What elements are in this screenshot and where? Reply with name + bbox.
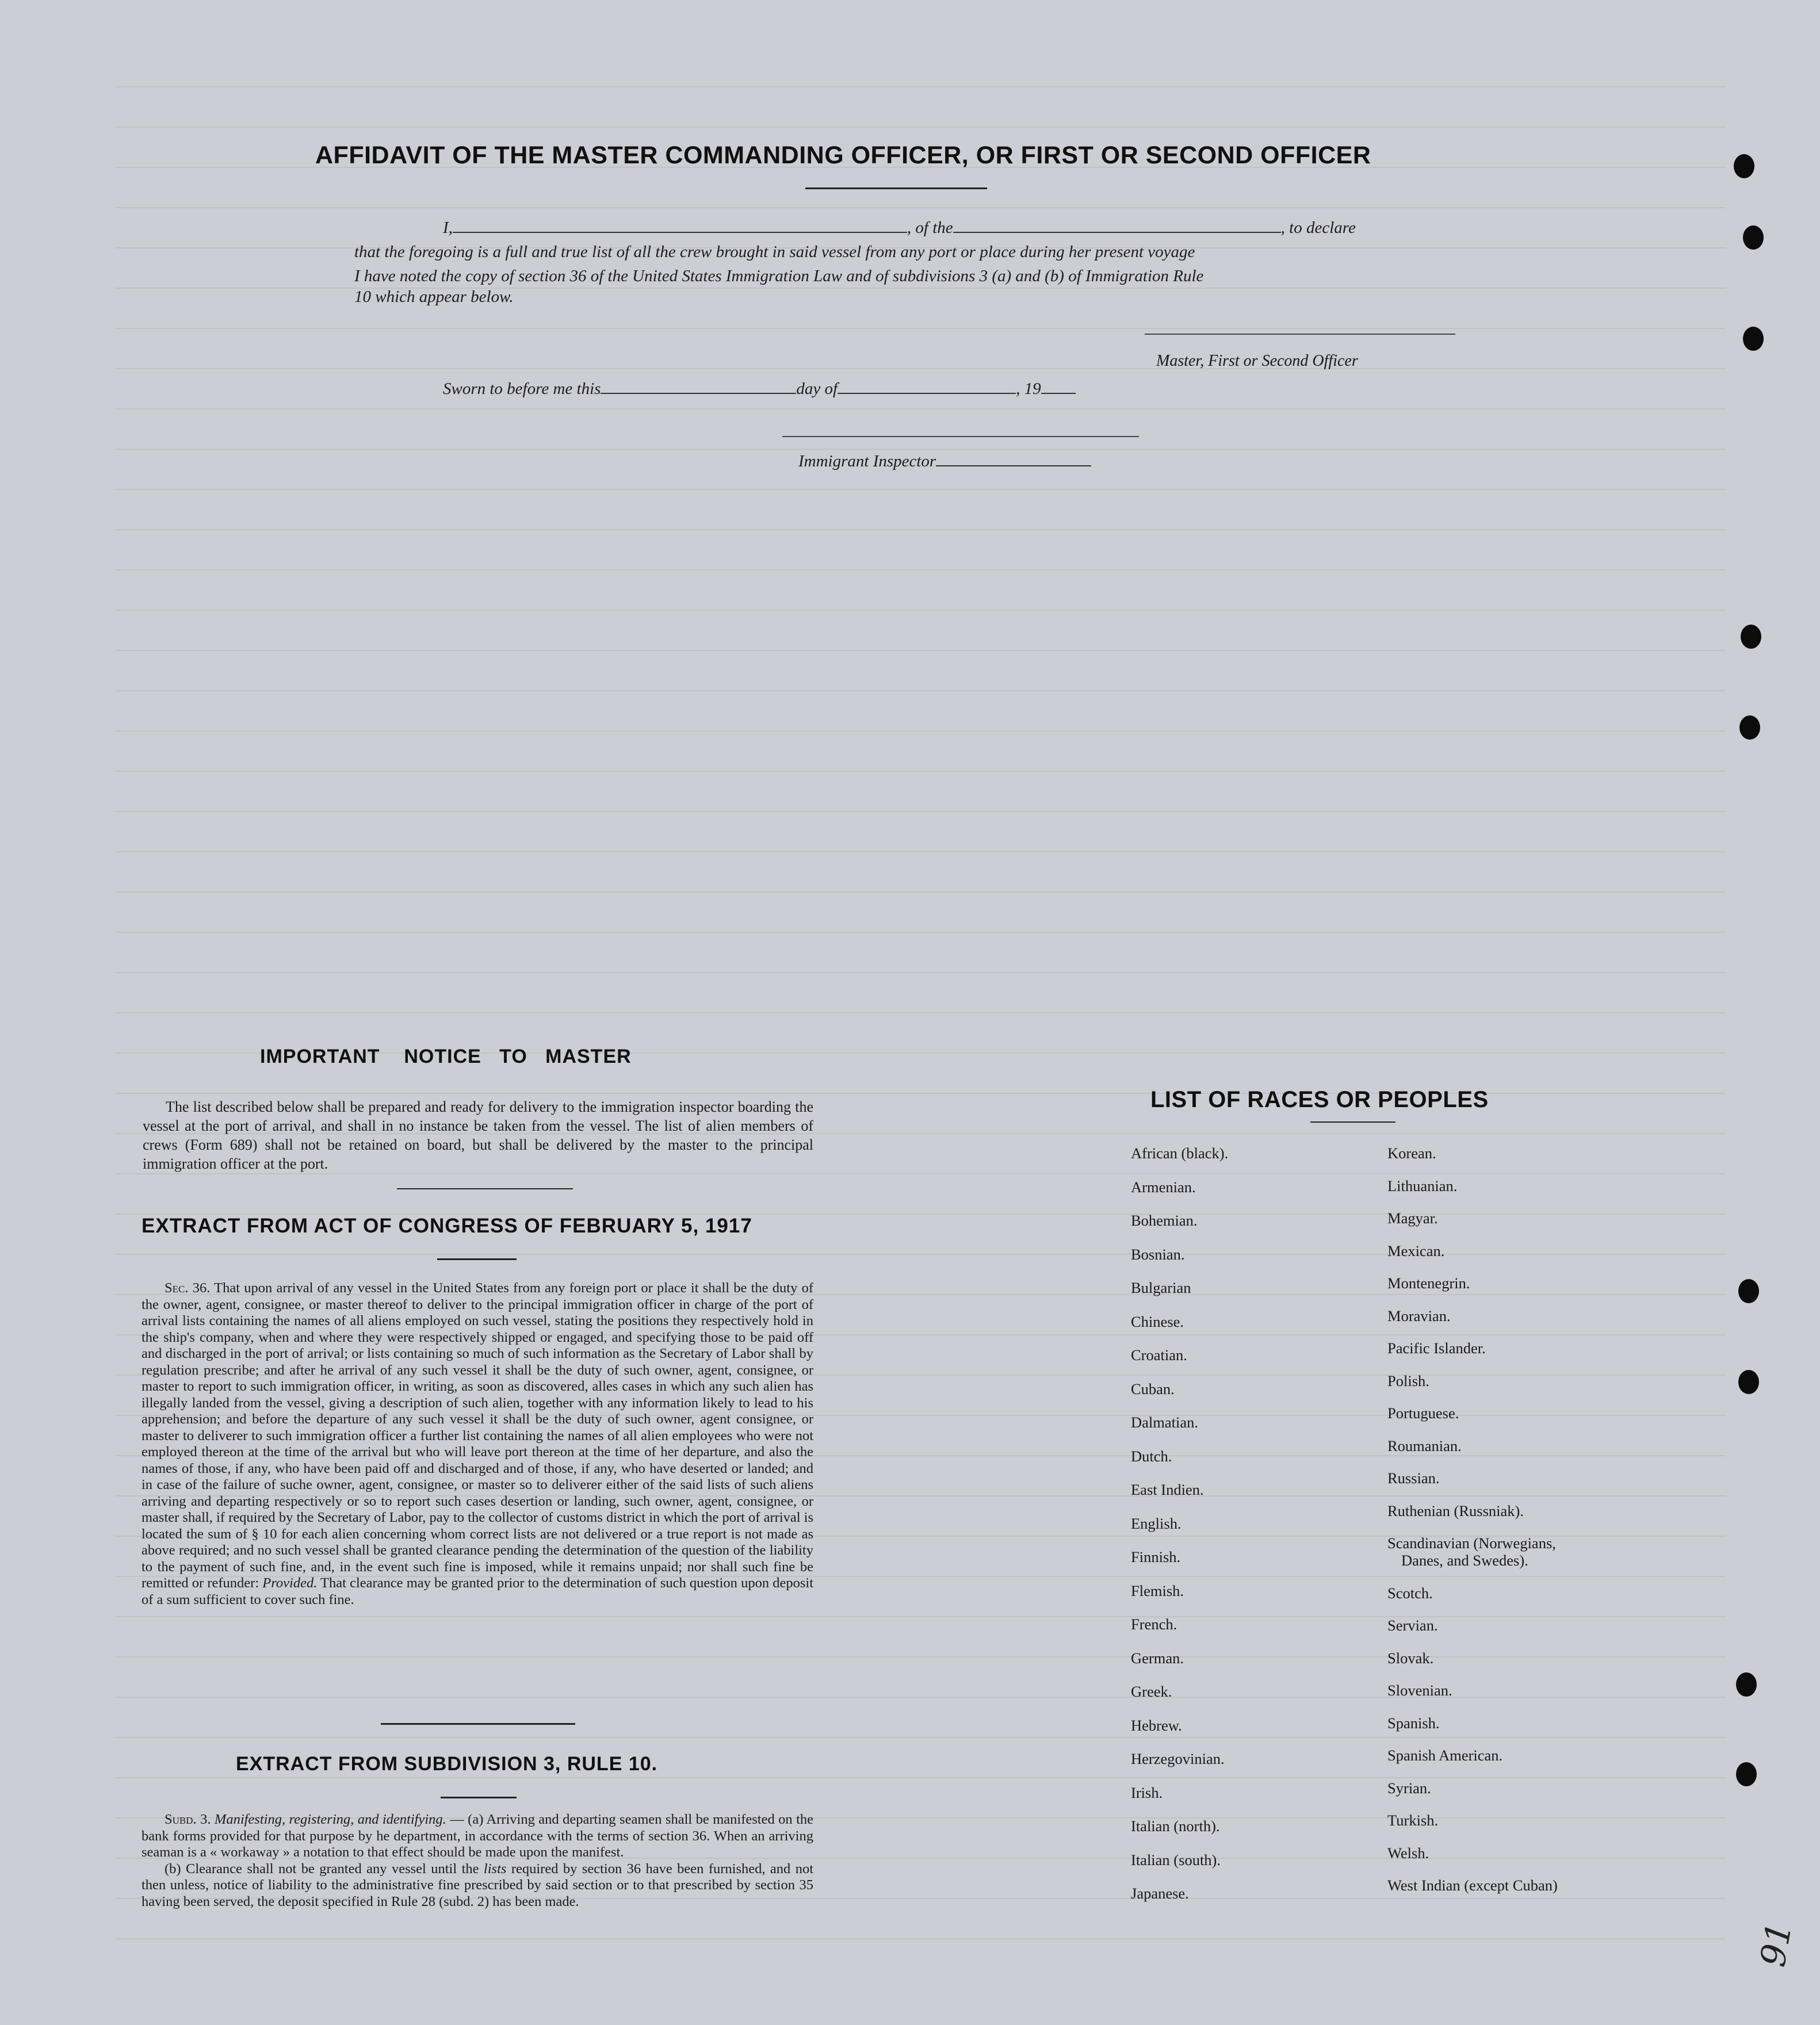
act-rule [381,1723,575,1725]
race-item: Pacific Islander. [1387,1339,1486,1357]
sworn-day-blank[interactable] [601,392,796,394]
rule-heading: EXTRACT FROM SUBDIVISION 3, RULE 10. [236,1753,658,1775]
race-item: Syrian. [1387,1779,1431,1797]
notice-paragraph: The list described below shall be prepared and ready for delivery to the immigration inspector boarding the vessel at the port of arrival, and shall in no instance be taken from the vessel. The list of alien members of crews (Form 689) shall not be retained on board, but shall be delivered by the master to the principal immigration officer at the port. [143,1098,813,1172]
race-item: African (black). [1131,1144,1229,1162]
notice-rule [397,1188,573,1189]
race-item: Bulgarian [1131,1279,1191,1296]
race-item: Croatian. [1131,1346,1187,1364]
affidavit-title: AFFIDAVIT OF THE MASTER COMMANDING OFFICER, OR FIRST OR SECOND OFFICER [315,141,1371,169]
notice-heading-word-4: MASTER [545,1046,632,1067]
affidavit-line-4: 10 which appear below. [354,288,514,306]
rule-b-text-2: required by section 36 have been furnished, and not then unless, notice of liability to the administrative fine prescribed by said section or to that prescribed by section 35 having been served, the deposit specified in Rule 28 (subd. 2) has been made. [142,1861,814,1909]
rule-b-text-1: (b) Clearance shall not be granted any vessel until the [165,1861,479,1877]
race-item: Hebrew. [1131,1716,1182,1734]
race-item: Spanish. [1387,1714,1440,1732]
races-right-column [1387,1144,1618,1915]
inspector-line [798,452,1091,471]
race-item: Dutch. [1131,1447,1172,1465]
vessel-blank[interactable] [953,231,1281,233]
race-item: Polish. [1387,1372,1429,1389]
races-heading: LIST OF RACES OR PEOPLES [1150,1087,1489,1112]
races-left-column [1131,1144,1361,1915]
race-item: French. [1131,1616,1177,1633]
binder-hole [1741,625,1761,649]
race-item: Finnish. [1131,1548,1181,1565]
race-item: Welsh. [1387,1844,1429,1862]
affidavit-declare: , to declare [1280,219,1356,237]
race-item: Bohemian. [1131,1212,1198,1229]
rule-text [142,1812,813,1910]
act-heading: EXTRACT FROM ACT OF CONGRESS OF FEBRUARY 5, 1917 [142,1215,752,1237]
notice-heading-word-3: TO [499,1046,527,1067]
act-text [142,1280,813,1608]
master-signature-label: Master, First or Second Officer [1156,352,1358,370]
race-item: Servian. [1387,1617,1438,1634]
races-heading-underline [1310,1121,1395,1123]
race-item: Magyar. [1387,1209,1438,1227]
race-item: Ruthenian (Russniak). [1387,1502,1524,1519]
rule-b-lists: lists [483,1861,507,1877]
notice-heading-word-2: NOTICE [404,1046,481,1067]
sworn-month-blank[interactable] [838,392,1016,394]
notice-text [143,1097,813,1173]
year-blank[interactable] [1041,392,1076,394]
rule-subd-label: Subd. 3. [165,1812,211,1827]
race-item: Moravian. [1387,1307,1451,1325]
affidavit-line-2: that the foregoing is a full and true list of all the crew brought in said vessel from any port or place during her present voyage [354,243,1195,261]
title-underline [805,187,987,189]
race-item: Scotch. [1387,1584,1433,1602]
race-item: German. [1131,1649,1184,1667]
race-item: Danes, and Swedes). [1401,1552,1528,1569]
rule-subd-title: Manifesting, registering, and identifying. [214,1812,446,1827]
year-text: , 19 [1016,380,1041,398]
act-section-body: That upon arrival of any vessel in the United States from any foreign port or place it shall be the duty of the owner, agent, consignee, or master thereof to deliver to the principal immigration officer in charge of the port of arrival lists containing the names of all aliens employed on such vessel, stating the positions they respectively hold in the ship's company, when and where they were respectively shipped or engaged, and specifying those to be paid off and discharged in the port of arrival; or lists containing so much of such information as the Secretary of Labor shall by regulation prescribe; and after he arrival of any such vessel it shall be the duty of such owner, agent, consignee, or master to report to such immigration officer, in writing, as soon as discovered, alles cases in which any such alien has illegally landed from the vessel, giving a description of such alien, together with any information likely to lead to his apprehension; and before the departure of any such vessel it shall be the duty of such owner, agent consignee, or master to deliverer to such immigration officer a further list containing the names of all alien employees who were not employed thereon at the time of the arrival but who will leave port thereon at the time of her departure, and also the names of those, if any, who have been paid off and discharged and of those, if any, who have deserted or landed; and in case of the failure of suche owner, agent, consignee, or master so to deliverer either of the said lists of such aliens arriving and departing respectively or so to report such cases desertion or landing, such owner, agent, consignee, or master shall, if required by the Secretary of Labor, pay to the collector of customs district in which the port of arrival is located the sum of § 10 for each alien concerning whom correct lists are not delivered or a true report is not made as above required; and no such vessel shall be granted clearance pending the determination of the question of the liability to the payment of such fine, and, in the event such fine is imposed, while it remains unpaid; nor shall such fine be remitted or refunder: [142,1280,813,1591]
affidavit-line-3: I have noted the copy of section 36 of the United States Immigration Law and of subdivisions 3 (a) and (b) of Immigration Rule [354,267,1204,285]
affidavit-of-the: , of the [907,219,953,237]
race-item: Slovak. [1387,1649,1434,1667]
race-item: Armenian. [1131,1178,1196,1196]
race-item: Greek. [1131,1683,1172,1700]
binder-hole [1734,154,1754,178]
race-item: Cuban. [1131,1380,1175,1398]
notice-heading-word-1: IMPORTANT [260,1046,380,1067]
binder-hole [1739,715,1760,740]
race-item: West Indian (except Cuban) [1387,1877,1558,1894]
act-provided: Provided. [262,1575,318,1591]
race-item: Korean. [1387,1144,1436,1162]
race-item: Italian (south). [1131,1851,1221,1869]
rule-heading-underline [441,1797,517,1798]
inspector-blank[interactable] [936,465,1091,466]
act-section-end: That clearance may be granted prior to the determination of such question upon deposit of a sum sufficient to cover such fine. [142,1575,813,1607]
race-item: East Indien. [1131,1481,1204,1498]
race-item: Herzegovinian. [1131,1750,1225,1767]
day-of-text: day of [796,380,838,398]
race-item: Chinese. [1131,1312,1184,1330]
race-item: Portuguese. [1387,1404,1459,1422]
act-section-label: Sec. 36. [165,1280,211,1296]
race-item: Roumanian. [1387,1437,1462,1454]
race-item: Dalmatian. [1131,1414,1198,1431]
sworn-text: Sworn to before me this [443,380,601,398]
binder-hole [1736,1672,1757,1697]
page-number-pencil: 91 [1753,1919,1800,1970]
notice-heading [260,1046,632,1068]
race-item: Scandinavian (Norwegians, [1387,1534,1556,1552]
binder-hole [1743,327,1764,351]
affidavit-i: I, [443,219,453,237]
race-item: Turkish. [1387,1812,1439,1829]
race-item: Irish. [1131,1783,1163,1801]
act-heading-underline [437,1258,517,1260]
race-item: Montenegrin. [1387,1274,1470,1292]
binder-hole [1738,1279,1759,1303]
binder-hole [1736,1762,1757,1786]
binder-hole [1738,1370,1759,1394]
affidavit-line-1 [443,219,1356,238]
master-signature-line [1145,334,1455,335]
inspector-signature-line [782,436,1139,437]
race-item: Mexican. [1387,1242,1445,1260]
race-item: Spanish American. [1387,1747,1503,1764]
race-item: Russian. [1387,1469,1440,1487]
race-item: Italian (north). [1131,1817,1220,1835]
binder-hole [1743,225,1764,250]
sworn-line [443,380,1076,399]
race-item: English. [1131,1514,1182,1532]
race-item: Lithuanian. [1387,1177,1458,1195]
race-item: Bosnian. [1131,1245,1185,1263]
race-item: Slovenian. [1387,1682,1452,1699]
race-item: Japanese. [1131,1885,1189,1902]
inspector-label: Immigrant Inspector [798,452,936,470]
rule-a-text: — (a) Arriving and departing seamen shall be manifested on the bank forms provided for that purpose by he department, in accordance with the terms of section 36. When an arriving seaman is a « workaway » a notation to that effect should be made upon the manifest. [142,1812,813,1860]
race-item: Flemish. [1131,1582,1184,1599]
name-blank[interactable] [453,231,907,233]
